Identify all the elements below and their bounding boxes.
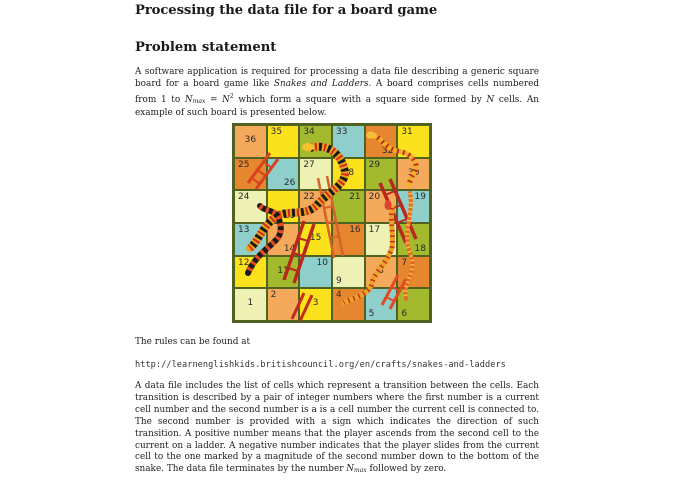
game-name: Snakes and Ladders [273,78,369,89]
board-cell-20 [366,191,397,222]
cell-number: 9 [335,276,342,287]
cell-number: 5 [368,308,375,319]
board-cell-26 [268,159,299,190]
cell-number: 30 [407,167,420,178]
cell-number: 29 [368,159,381,170]
cell-number: 14 [283,243,296,254]
board-cell-18 [398,224,429,255]
cell-number: 10 [316,257,328,268]
cell-number: 32 [381,145,394,156]
math-subscript: max [354,467,367,475]
cell-number: 13 [238,224,250,235]
snakes-and-ladders-board [232,123,432,323]
math-superscript: 2 [229,92,234,100]
rules-link[interactable]: http://learnenglishkids.britishcouncil.org/en/crafts/snakes-and-ladders [135,360,506,370]
cell-number: 24 [238,192,250,203]
cell-number: 28 [342,167,355,178]
board-cell-23 [268,191,299,222]
board-cell-6 [398,289,429,320]
board-cell-11 [268,257,299,288]
cell-number: 7 [401,257,408,268]
document-title: Processing the data file for a board game [135,3,438,18]
cell-number: 34 [303,127,315,137]
cell-number: 17 [368,224,381,235]
board-cell-4 [333,289,364,320]
board-cell-28 [333,159,364,190]
board-cell-16 [333,224,364,255]
cell-number: 22 [303,192,315,203]
board-cell-1 [235,289,266,320]
board-cell-14 [268,224,299,255]
cell-number: 16 [349,224,361,235]
cell-number: 35 [270,127,283,137]
math-operator: = [205,94,223,105]
math-symbol: N [486,94,495,105]
board-cell-15 [300,224,331,255]
data-file-paragraph [135,381,539,477]
board-cell-31 [398,126,429,157]
cell-number: 26 [283,178,296,189]
board-cell-2 [268,289,299,320]
board-cell-7 [398,257,429,288]
cell-number: 11 [277,265,289,276]
cell-number: 1 [247,298,254,309]
cell-number: 25 [238,159,250,170]
board-cell-32 [366,126,397,157]
cell-number: 36 [244,135,257,145]
board-cell-3 [300,289,331,320]
cell-number: 19 [414,192,426,203]
cell-number: 6 [401,308,408,319]
rules-text: The rules can be found at [135,337,251,347]
board-cell-8 [366,257,397,288]
cell-number: 31 [401,127,413,137]
intro-text: A software application is required for processing a data file describing a generic square board for a board game like [135,67,539,89]
cell-number: 18 [414,243,426,254]
board-cell-21 [333,191,364,222]
math-symbol: N [184,94,193,105]
intro-text: which form a square with a square side formed by [233,94,487,105]
board-cell-12 [235,257,266,288]
cell-number: 33 [335,127,348,137]
board-cell-13 [235,224,266,255]
board-cell-22 [300,191,331,222]
cell-number: 20 [368,192,381,203]
cell-number: 8 [378,265,384,276]
cell-number: 3 [312,298,319,309]
board-cell-17 [366,224,397,255]
board-cell-33 [333,126,364,157]
board-cell-36 [235,126,266,157]
description-text: followed by zero. [366,464,447,475]
board-cell-10 [300,257,331,288]
math-symbol: N [346,464,355,475]
math-symbol: N [222,94,230,105]
board-grid [235,126,429,320]
cell-number: 4 [335,290,342,301]
board-cell-30 [398,159,429,190]
board-cell-24 [235,191,266,222]
board-cell-34 [300,126,331,157]
cell-number: 21 [349,192,361,203]
intro-text: . A board comprises cells numbered from 1 to [135,78,539,105]
cell-number: 23 [283,210,296,221]
section-heading: Problem statement [135,40,277,55]
board-cell-25 [235,159,266,190]
board-cell-29 [366,159,397,190]
board-cell-9 [333,257,364,288]
board-cell-5 [366,289,397,320]
intro-text: cells. An example of such board is presented below. [135,94,539,118]
cell-number: 15 [309,232,322,243]
math-subscript: max [192,97,206,105]
board-cell-35 [268,126,299,157]
board-cell-19 [398,191,429,222]
board-cell-27 [300,159,331,190]
cell-number: 2 [270,290,277,301]
cell-number: 27 [303,159,315,170]
description-text: A data file includes the list of cells which represent a transition between the cells. Each transition is described by a pair of integer numbers where the first number is a current cell number and the second number is a is a cell number the current cell is connected to. The second number is provided with a sign which indicates the direction of such transition. A positive number means that the player ascends from the second cell to the current on a ladder. A negative number indicates that the player slides from the current cell to the one marked by a magnitude of the second number down to the bottom of the snake. The data file terminates by the number [135,381,539,475]
cell-number: 12 [238,257,250,268]
intro-paragraph [135,67,539,120]
